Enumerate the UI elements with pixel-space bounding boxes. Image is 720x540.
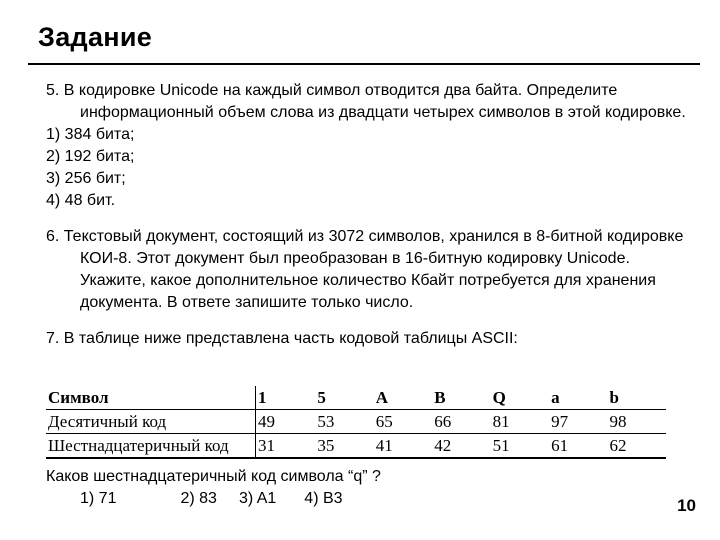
tasks-block (46, 80, 696, 350)
page-number: 10 (677, 496, 696, 515)
table-cell: 31 (256, 434, 316, 459)
table-header-cell: A (374, 386, 432, 410)
task7-answer-3: 3) A1 (238, 490, 277, 507)
table-row (46, 434, 666, 459)
task7-answer-4: 4) B3 (304, 490, 343, 507)
table-header-cell: b (608, 386, 666, 410)
table-cell: 51 (491, 434, 549, 459)
table-header-cell: Q (491, 386, 549, 410)
task6-question: 6. Текстовый документ, состоящий из 3072 символов, хранился в 8-битной кодировке КОИ-8. Этот документ был преобразован в 16-битную кодировку Unicode. Укажите, какое дополнительное количество Кбайт потребуется для хранения документа. В ответе запишите только число. (46, 228, 684, 311)
task5-question: 5. В кодировке Unicode на каждый символ отводится два байта. Определите информационный объем слова из двадцати четырех символов в этой кодировке. (46, 82, 686, 121)
table-header-cell: a (549, 386, 607, 410)
task7-answer-1: 1) 71 (80, 490, 117, 507)
task5-option-4: 4) 48 бит. (46, 192, 116, 209)
table-cell: 66 (432, 410, 490, 434)
table-header-cell: 1 (256, 386, 316, 410)
task7-question: 7. В таблице ниже представлена часть кодовой таблицы ASCII: (46, 330, 518, 347)
table-header-cell: 5 (315, 386, 373, 410)
ascii-code-table (46, 386, 666, 459)
table-cell: Шестнадцатеричный код (46, 434, 256, 459)
table-cell: 98 (608, 410, 666, 434)
table-cell: 65 (374, 410, 432, 434)
table-cell: 49 (256, 410, 316, 434)
task7-answer-2: 2) 83 (180, 490, 217, 507)
task7-prompt-block (46, 466, 381, 510)
title-divider (28, 63, 700, 65)
table-cell: 41 (374, 434, 432, 459)
table-cell: 42 (432, 434, 490, 459)
table-header-cell: Символ (46, 386, 256, 410)
table-cell: 53 (315, 410, 373, 434)
spacer (46, 314, 696, 328)
task5-option-1: 1) 384 бита; (46, 126, 135, 143)
table-cell: 62 (608, 434, 666, 459)
table-row (46, 410, 666, 434)
table-cell: 81 (491, 410, 549, 434)
table-cell: 35 (315, 434, 373, 459)
table-cell: 97 (549, 410, 607, 434)
table-cell: Десятичный код (46, 410, 256, 434)
task5-option-2: 2) 192 бита; (46, 148, 135, 165)
table-header-row (46, 386, 666, 410)
task7-answers (46, 488, 381, 510)
task7-prompt: Каков шестнадцатеричный код символа “q” ? (46, 468, 381, 485)
task5-option-3: 3) 256 бит; (46, 170, 126, 187)
slide-title: Задание (38, 22, 153, 52)
spacer (46, 212, 696, 226)
table-header-cell: B (432, 386, 490, 410)
table-cell: 61 (549, 434, 607, 459)
